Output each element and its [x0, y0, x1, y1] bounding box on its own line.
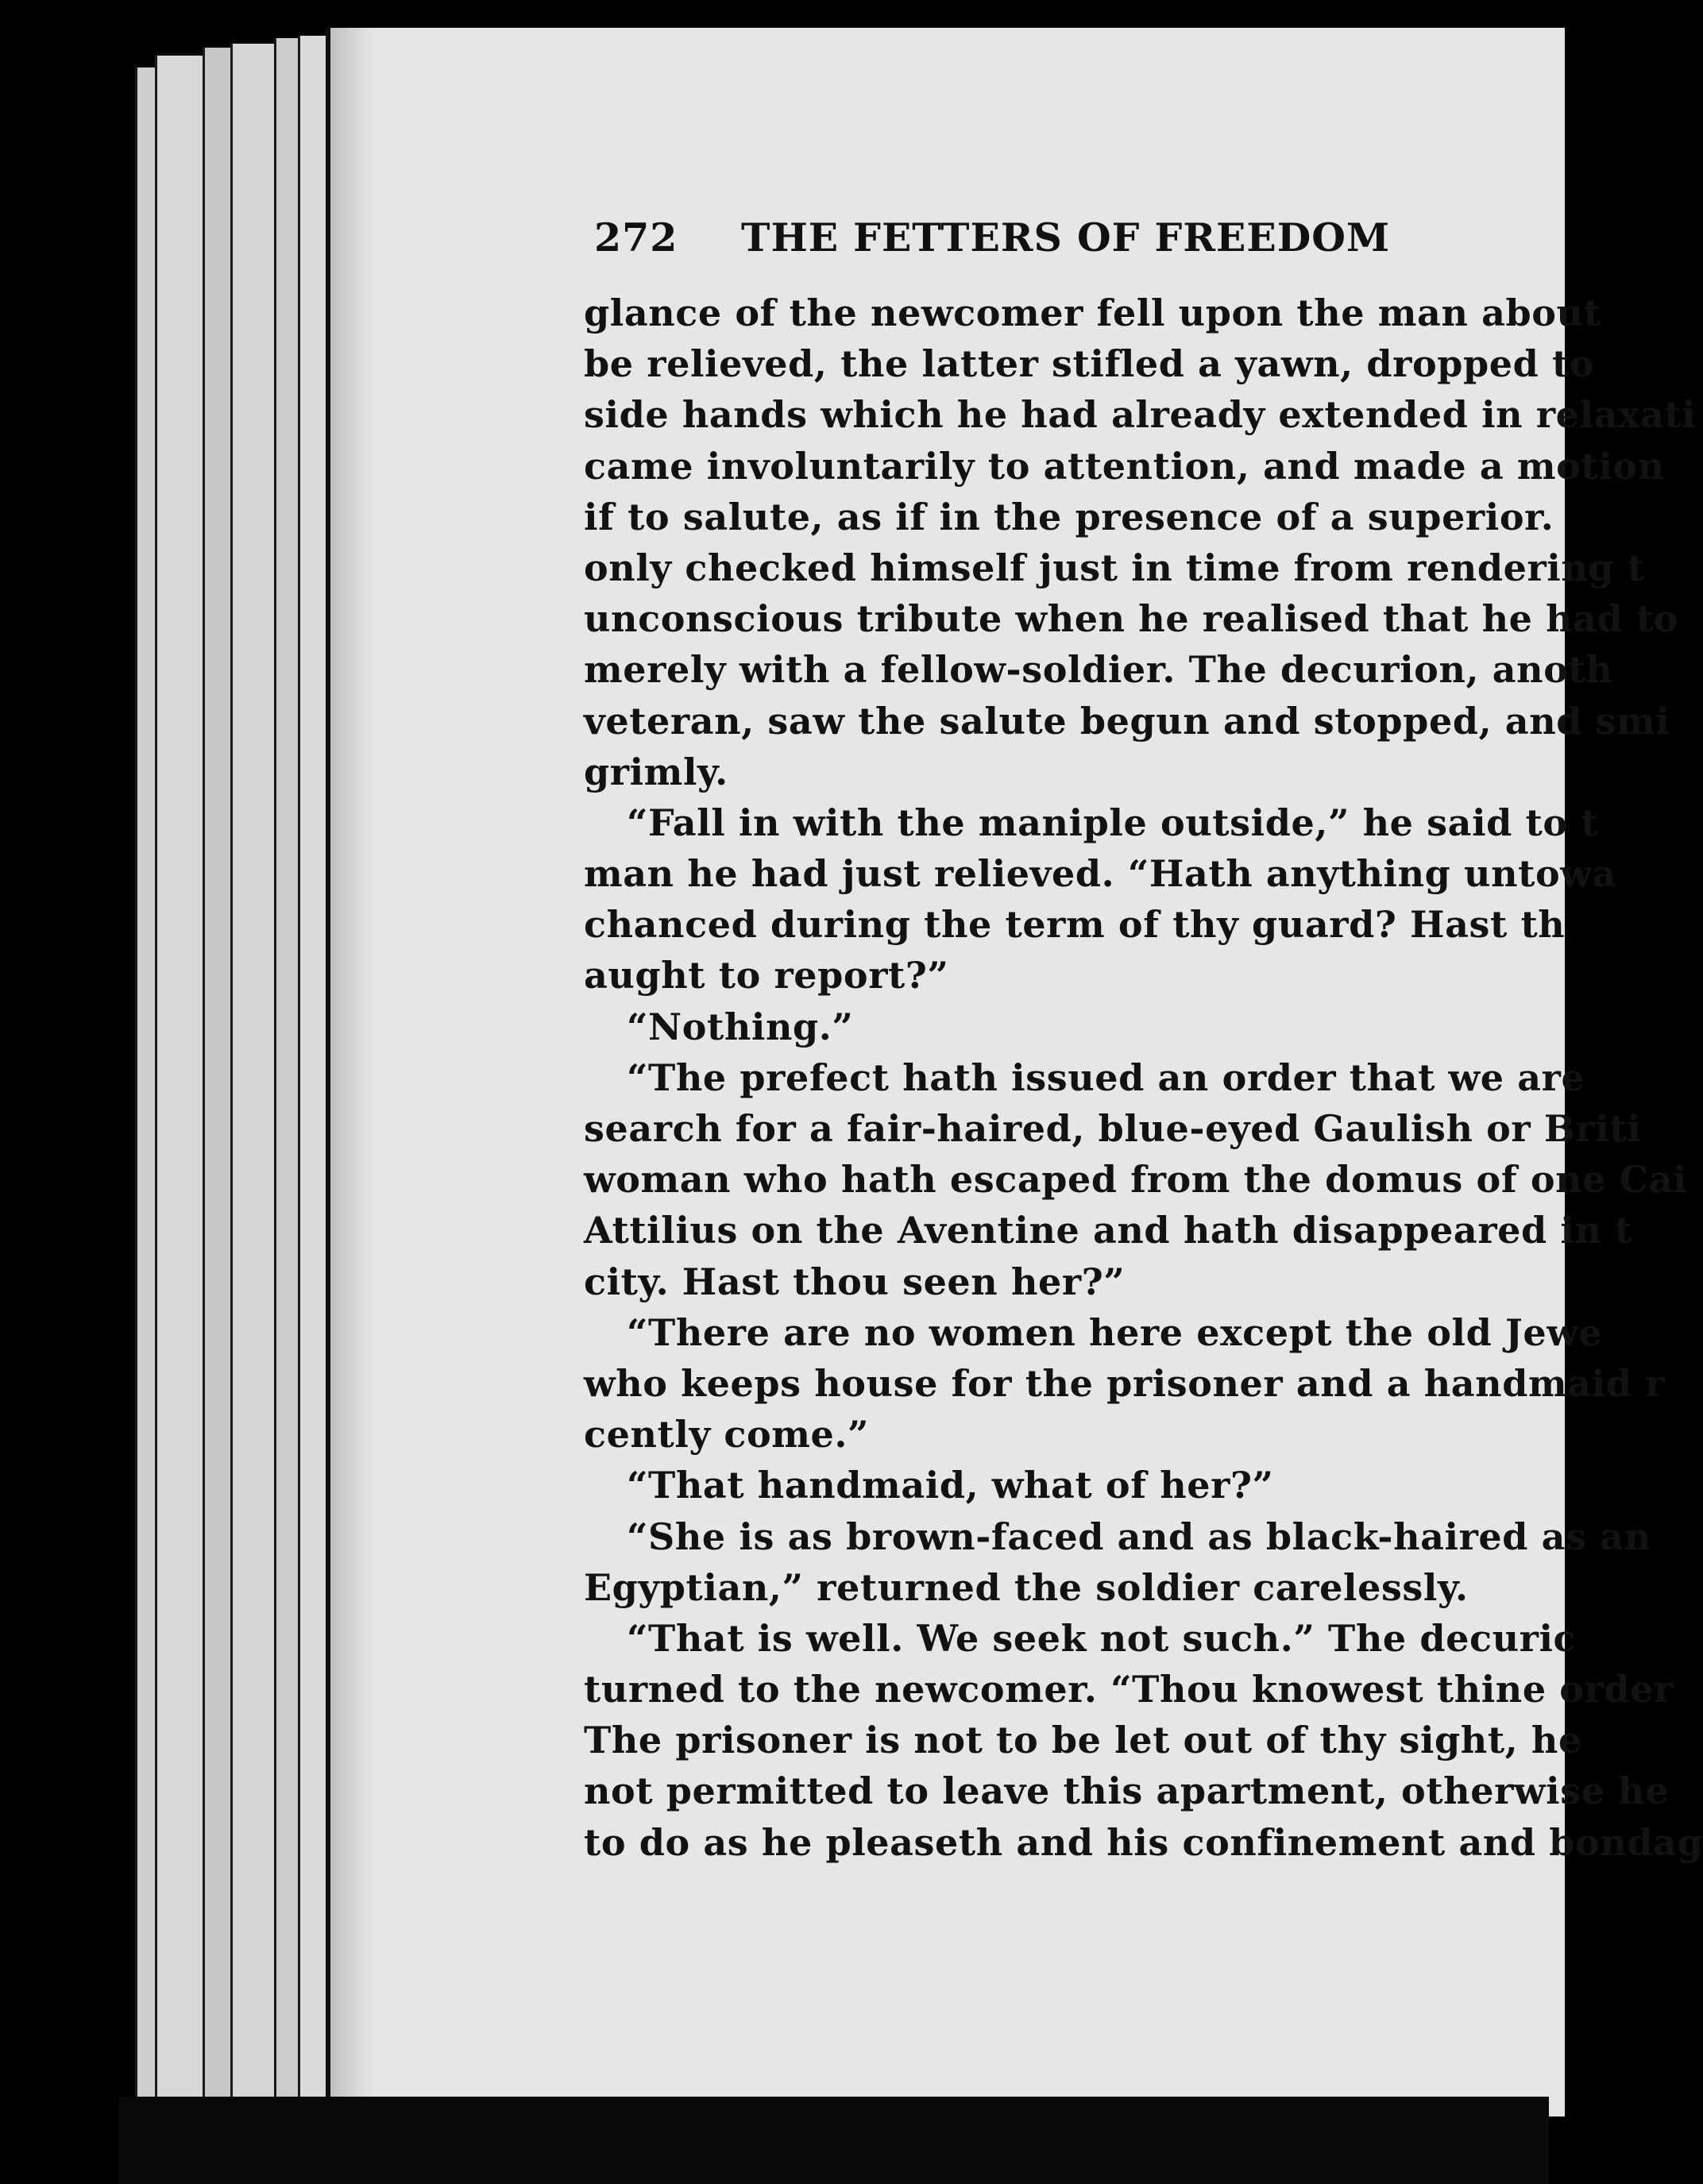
text-line: not permitted to leave this apartment, otherwise he [584, 1769, 1670, 1813]
text-line: if to salute, as if in the presence of a superior. [584, 495, 1554, 538]
text-line: man he had just relieved. “Hath anything untowa [584, 852, 1616, 896]
text-line: glance of the newcomer fell upon the man about [584, 291, 1601, 334]
text-line: cently come.” [584, 1413, 870, 1457]
text-line: unconscious tribute when he realised that he had to [584, 597, 1679, 641]
text-line: Egyptian,” returned the soldier carelessly. [584, 1565, 1469, 1609]
text-line: “Fall in with the maniple outside,” he said to t [627, 801, 1599, 844]
text-line: The prisoner is not to be let out of thy sight, he [584, 1719, 1582, 1762]
text-line: “That handmaid, what of her?” [627, 1464, 1274, 1507]
text-line: Attilius on the Aventine and hath disappeared in t [584, 1209, 1632, 1252]
running-head [594, 214, 1627, 270]
text-line: “She is as brown-faced and as black-haired as an [627, 1515, 1651, 1558]
scan-border [119, 2097, 1549, 2184]
text-line: be relieved, the latter stifled a yawn, dropped to [584, 342, 1595, 386]
body-text [584, 287, 1703, 1916]
text-line: “The prefect hath issued an order that we are [627, 1055, 1585, 1099]
text-line: to do as he pleaseth and his confinement and bondag [584, 1820, 1703, 1864]
text-line: “There are no women here except the old Jewe [627, 1310, 1603, 1354]
text-line: only checked himself just in time from rendering t [584, 546, 1645, 589]
page-gutter-shadow [326, 28, 373, 2116]
text-line: chanced during the term of thy guard? Hast th [584, 903, 1566, 947]
text-line: search for a fair-haired, blue-eyed Gaulish or Briti [584, 1107, 1642, 1150]
text-line: aught to report?” [584, 954, 949, 997]
page-number: 272 [594, 214, 678, 260]
text-line: grimly. [584, 750, 728, 793]
text-line: side hands which he had already extended in relaxati [584, 393, 1697, 437]
text-line: veteran, saw the salute begun and stopped, and smi [584, 699, 1670, 743]
book-title: THE FETTERS OF FREEDOM [741, 214, 1391, 260]
text-line: woman who hath escaped from the domus of one Cai [584, 1158, 1688, 1202]
text-line: “Nothing.” [627, 1005, 854, 1048]
text-line: “That is well. We seek not such.” The decuric [627, 1616, 1577, 1660]
text-line: city. Hast thou seen her?” [584, 1260, 1126, 1303]
text-line: came involuntarily to attention, and made a motion [584, 444, 1665, 488]
text-line: merely with a fellow-soldier. The decurion, anoth [584, 648, 1613, 692]
text-line: who keeps house for the prisoner and a handmaid r [584, 1361, 1665, 1405]
text-line: turned to the newcomer. “Thou knowest thine order [584, 1668, 1674, 1711]
